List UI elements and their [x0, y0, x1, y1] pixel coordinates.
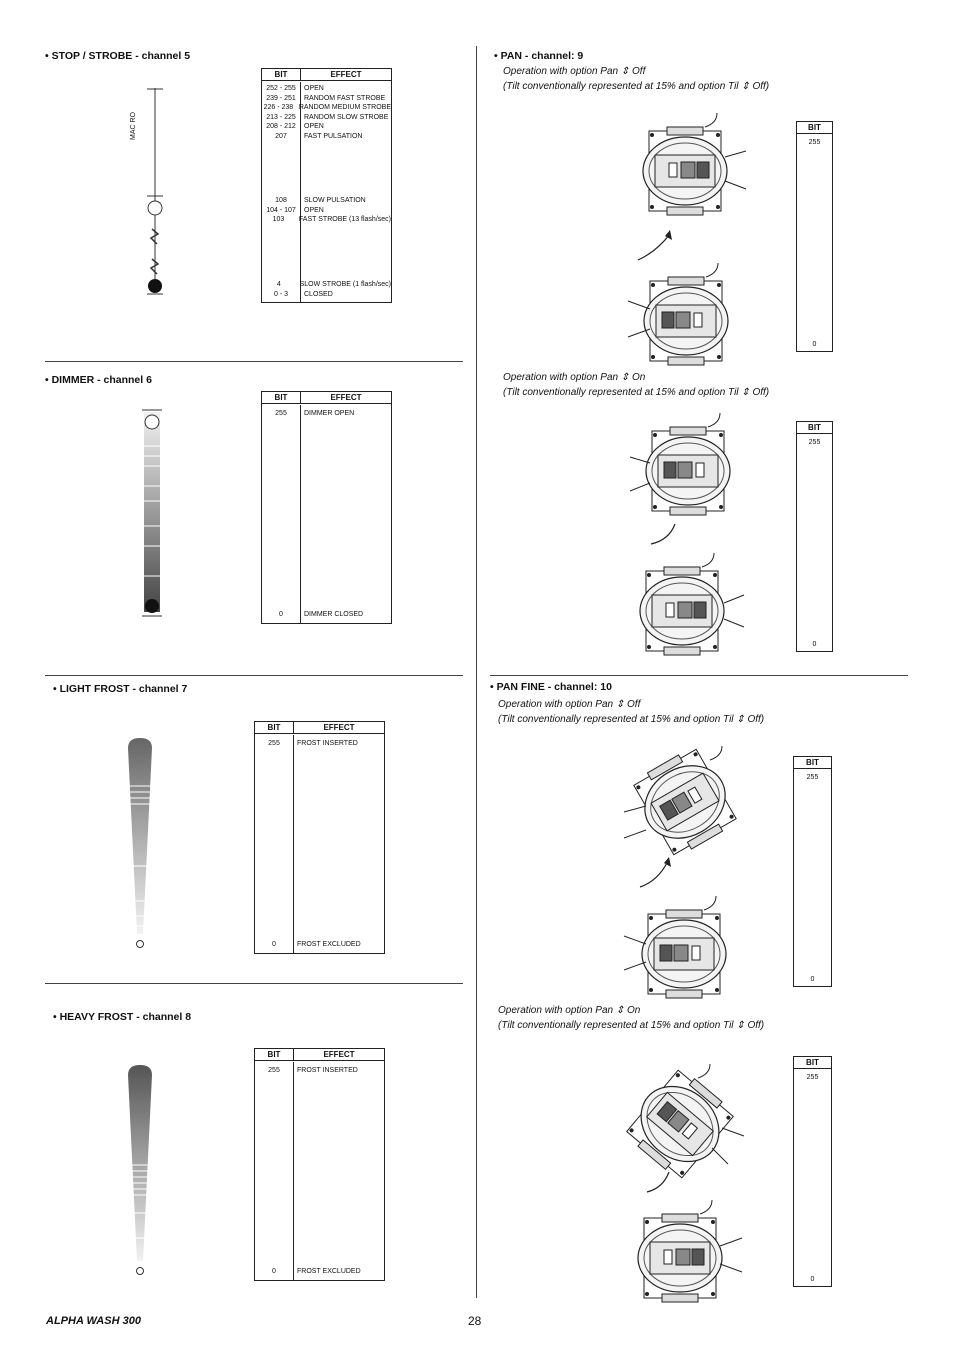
effect-value: FROST INSERTED	[297, 1067, 358, 1074]
divider-left-3	[45, 983, 463, 984]
pan-on-arrow-icon	[647, 520, 687, 550]
divider-left-2	[45, 675, 463, 676]
effect-value: DIMMER OPEN	[304, 410, 355, 417]
bit-top-value: 255	[808, 439, 821, 446]
pan-on-line1: Operation with option Pan ⇕ On	[503, 372, 646, 383]
pan-fine-on-line1: Operation with option Pan ⇕ On	[498, 1005, 641, 1016]
bit-header: BIT	[262, 69, 301, 80]
pan-on-fixture-top	[620, 415, 740, 525]
column-divider	[476, 46, 477, 1298]
bit-bottom-value: 0	[812, 641, 817, 648]
pan-fine-on-arrow-icon	[643, 1168, 683, 1198]
stop-strobe-title: • STOP / STROBE - channel 5	[45, 50, 191, 62]
effect-value: SLOW PULSATION	[304, 197, 366, 204]
stop-strobe-rows-top	[262, 84, 391, 141]
dimmer-table	[261, 391, 392, 624]
bit-header: BIT	[794, 757, 831, 769]
bit-value: 207	[275, 132, 287, 140]
bit-value: 239 - 251	[266, 94, 296, 102]
effect-value: FAST PULSATION	[304, 132, 363, 140]
bit-value: 255	[268, 740, 280, 747]
pan-off-fixture-top	[630, 115, 750, 225]
pan-off-line2: (Tilt conventionally represented at 15% and option Til ⇕ Off)	[503, 81, 770, 92]
pan-fine-off-fixture-bottom	[618, 898, 738, 1008]
bit-top-value: 255	[808, 139, 821, 146]
dimmer-title: • DIMMER - channel 6	[45, 374, 152, 386]
effect-value: FROST INSERTED	[297, 740, 358, 747]
bit-header: BIT	[794, 1057, 831, 1069]
pan-off-arrow-icon	[634, 226, 674, 266]
effect-value: RANDOM FAST STROBE	[304, 94, 386, 102]
bit-value: 255	[275, 410, 287, 417]
stop-strobe-rows-mid	[262, 196, 391, 225]
heavy-frost-table	[254, 1048, 385, 1281]
bit-bottom-value: 0	[812, 341, 817, 348]
effect-value: OPEN	[304, 206, 324, 214]
pan-fine-on-bit-scale	[793, 1056, 832, 1287]
pan-fine-on-line2: (Tilt conventionally represented at 15% and option Til ⇕ Off)	[498, 1020, 765, 1031]
heavy-frost-title: • HEAVY FROST - channel 8	[53, 1011, 192, 1023]
effect-header: EFFECT	[330, 393, 362, 402]
pan-fine-title: • PAN FINE - channel: 10	[490, 681, 612, 693]
bit-value: 252 - 255	[266, 85, 296, 92]
page-number: 28	[468, 1314, 482, 1328]
effect-value: FROST EXCLUDED	[297, 941, 361, 948]
effect-value: FAST STROBE (13 flash/sec)	[298, 216, 391, 223]
bit-value: 108	[275, 197, 287, 204]
effect-header: EFFECT	[323, 723, 355, 732]
light-frost-title: • LIGHT FROST - channel 7	[53, 683, 188, 695]
effect-value: FROST EXCLUDED	[297, 1268, 361, 1275]
divider-right-1	[490, 675, 908, 676]
stop-strobe-table	[261, 68, 392, 303]
bit-header: BIT	[255, 722, 294, 733]
bit-value: 0	[272, 941, 276, 948]
stop-strobe-scale-icon	[135, 86, 175, 306]
bit-bottom-value: 0	[810, 1276, 815, 1283]
pan-fine-off-bit-scale	[793, 756, 832, 987]
pan-fine-on-fixture-bottom	[626, 1202, 746, 1312]
bit-header: BIT	[255, 1049, 294, 1060]
effect-value: RANDOM SLOW STROBE	[304, 113, 389, 121]
product-name: ALPHA WASH 300	[46, 1315, 141, 1327]
pan-fine-off-line2: (Tilt conventionally represented at 15% and option Til ⇕ Off)	[498, 714, 765, 725]
bit-header: BIT	[797, 422, 832, 434]
effect-value: DIMMER CLOSED	[304, 611, 364, 618]
stop-strobe-rows-bottom	[262, 280, 391, 299]
pan-fine-off-fixture-top	[620, 748, 740, 858]
pan-fine-off-arrow-icon	[636, 855, 676, 895]
bit-value: 0	[279, 611, 283, 618]
pan-on-line2: (Tilt conventionally represented at 15% and option Til ⇕ Off)	[503, 387, 770, 398]
pan-off-line1: Operation with option Pan ⇕ Off	[503, 66, 646, 77]
divider-left-1	[45, 361, 463, 362]
effect-header: EFFECT	[323, 1050, 355, 1059]
bit-header: BIT	[797, 122, 832, 134]
dimmer-scale-icon	[132, 406, 172, 626]
effect-header: EFFECT	[330, 70, 362, 79]
effect-value: RANDOM MEDIUM STROBE	[298, 104, 391, 111]
bit-value: 0	[272, 1268, 276, 1275]
bit-value: 208 - 212	[266, 123, 296, 130]
effect-value: OPEN	[304, 123, 324, 130]
bit-value: 4	[276, 281, 281, 288]
effect-value: OPEN	[304, 85, 324, 92]
pan-on-fixture-bottom	[630, 555, 750, 665]
light-frost-table	[254, 721, 385, 954]
light-frost-scale-icon	[120, 736, 160, 951]
pan-title: • PAN - channel: 9	[494, 50, 584, 62]
pan-off-fixture-bottom	[620, 265, 740, 375]
effect-value: SLOW STROBE (1 flash/sec)	[299, 281, 391, 288]
effect-value: CLOSED	[304, 290, 333, 298]
pan-on-bit-scale	[796, 421, 833, 652]
bit-value: 104 - 107	[266, 206, 296, 214]
bit-value: 213 - 225	[266, 113, 296, 121]
bit-bottom-value: 0	[810, 976, 815, 983]
heavy-frost-scale-icon	[120, 1063, 160, 1278]
bit-value: 255	[268, 1067, 280, 1074]
bit-value: 103	[272, 216, 285, 223]
bit-value: 0 - 3	[273, 290, 288, 298]
pan-fine-on-fixture-top	[628, 1068, 748, 1178]
macro-label: MAC RO	[130, 112, 137, 140]
bit-top-value: 255	[806, 774, 819, 781]
pan-off-bit-scale	[796, 121, 833, 352]
pan-fine-off-line1: Operation with option Pan ⇕ Off	[498, 699, 641, 710]
bit-header: BIT	[262, 392, 301, 403]
bit-top-value: 255	[806, 1074, 819, 1081]
bit-value: 226 - 238	[263, 104, 294, 111]
